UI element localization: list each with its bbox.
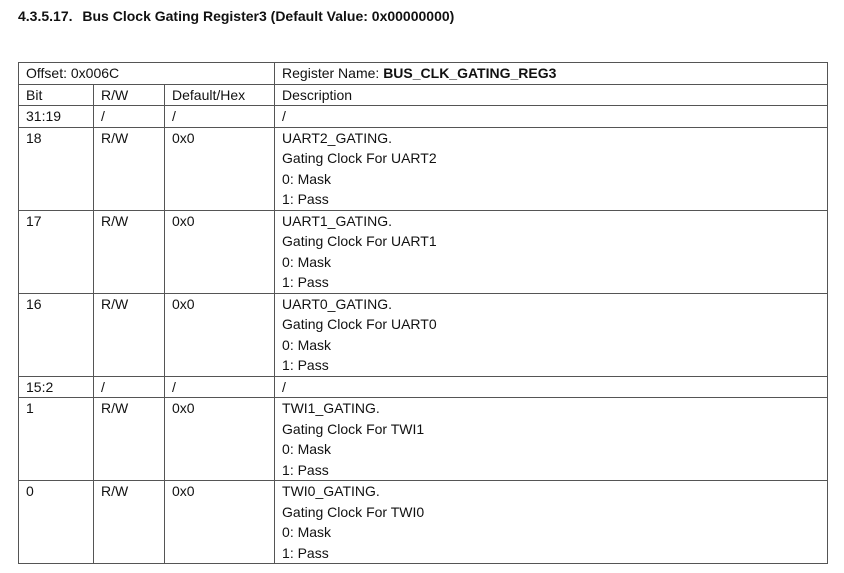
description-cell <box>275 398 828 481</box>
table-row <box>19 210 828 293</box>
description-line: 0: Mask <box>282 336 332 353</box>
table-row <box>19 127 828 210</box>
description-line: Gating Clock For TWI0 <box>282 503 425 520</box>
table-row <box>19 106 828 128</box>
bit-cell: 17 <box>19 210 94 293</box>
description-line: / <box>282 108 286 124</box>
offset-row <box>19 63 828 85</box>
description-cell <box>275 293 828 376</box>
section-heading <box>18 8 454 24</box>
description-line: TWI1_GATING. <box>282 400 380 416</box>
header-rw: R/W <box>94 84 165 106</box>
register-name-cell <box>275 63 828 85</box>
rw-cell: / <box>94 106 165 128</box>
description-cell <box>275 127 828 210</box>
header-row <box>19 84 828 106</box>
table-row <box>19 398 828 481</box>
default-cell: 0x0 <box>165 127 275 210</box>
header-bit: Bit <box>19 84 94 106</box>
register-table <box>18 62 828 564</box>
description-line: 1: Pass <box>282 274 329 290</box>
description-line: 1: Pass <box>282 461 329 478</box>
rw-cell: R/W <box>94 127 165 210</box>
description-line: / <box>282 378 286 395</box>
default-cell: 0x0 <box>165 481 275 564</box>
description-line: Gating Clock For UART2 <box>282 150 437 166</box>
table-row <box>19 293 828 376</box>
description-line: UART0_GATING. <box>282 295 392 312</box>
rw-cell: R/W <box>94 481 165 564</box>
section-number: 4.3.5.17. <box>18 8 73 24</box>
bit-cell: 1 <box>19 398 94 481</box>
header-default: Default/Hex <box>165 84 275 106</box>
register-table-body <box>19 63 828 564</box>
table-row <box>19 481 828 564</box>
description-line: 1: Pass <box>282 191 329 207</box>
rw-cell: R/W <box>94 398 165 481</box>
description-cell <box>275 481 828 564</box>
default-cell: 0x0 <box>165 398 275 481</box>
description-line: Gating Clock For UART1 <box>282 233 437 249</box>
offset-cell: Offset: 0x006C <box>19 63 275 85</box>
description-line: 0: Mask <box>282 170 332 187</box>
rw-cell: R/W <box>94 210 165 293</box>
description-line: 0: Mask <box>282 441 332 457</box>
bit-cell: 16 <box>19 293 94 376</box>
default-cell: 0x0 <box>165 293 275 376</box>
description-line: 0: Mask <box>282 524 332 540</box>
default-cell: 0x0 <box>165 210 275 293</box>
register-name-value: BUS_CLK_GATING_REG3 <box>383 65 557 81</box>
section-title: Bus Clock Gating Register3 (Default Value: 0x00000000) <box>82 8 455 24</box>
bit-cell: 15:2 <box>19 376 94 398</box>
default-cell: / <box>165 106 275 128</box>
description-line: Gating Clock For TWI1 <box>282 420 425 437</box>
description-cell <box>275 376 828 398</box>
table-row <box>19 376 828 398</box>
description-line: 1: Pass <box>282 544 329 561</box>
rw-cell: R/W <box>94 293 165 376</box>
header-description: Description <box>275 84 828 106</box>
bit-cell: 0 <box>19 481 94 564</box>
description-cell <box>275 106 828 128</box>
default-cell: / <box>165 376 275 398</box>
register-name-label: Register Name: <box>282 65 380 81</box>
description-cell <box>275 210 828 293</box>
description-line: 0: Mask <box>282 253 332 270</box>
bit-cell: 31:19 <box>19 106 94 128</box>
description-line: Gating Clock For UART0 <box>282 316 437 332</box>
description-line: UART1_GATING. <box>282 212 392 229</box>
bit-cell: 18 <box>19 127 94 210</box>
description-line: 1: Pass <box>282 357 329 373</box>
description-line: UART2_GATING. <box>282 129 392 146</box>
description-line: TWI0_GATING. <box>282 483 380 499</box>
rw-cell: / <box>94 376 165 398</box>
